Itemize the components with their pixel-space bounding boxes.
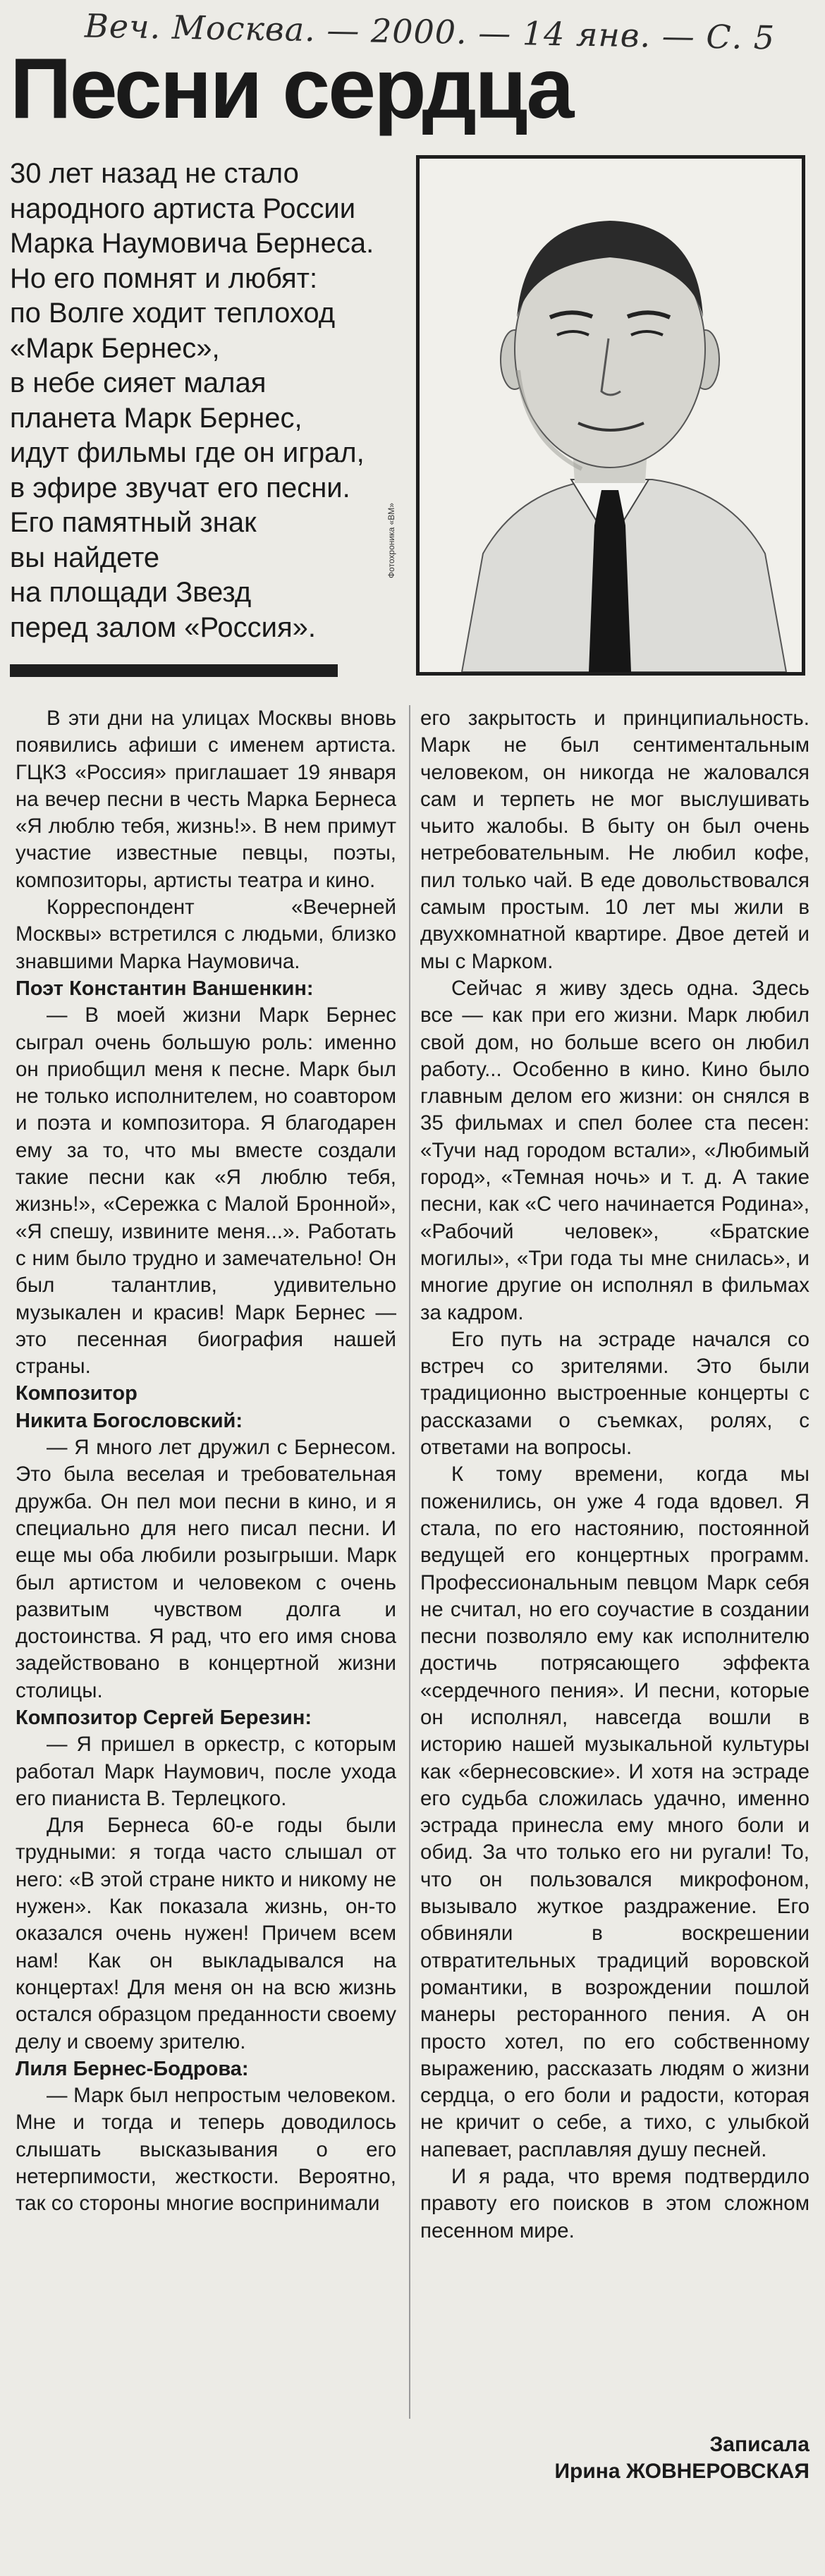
article-paragraph: К тому времени, когда мы поженились, он уже 4 года вдовел. Я стала, по его настоянию, постоянной ведущей его концертных программ. Профессиональным певцом Марк себя не считал, но его соучастие в создании песни позволяло ему как исполнителю достичь потрясающего эффекта «сердечного пения». И песни, которые он исполнял, навсегда вошли в историю нашей музыкальной культуры как «бернесовские». И хотя на эстраде его судьба сложилась удачно, именно эстрада принесла ему много боли и обид. За что только его ни ругали! То, что он пользовался микрофоном, вызывало жуткое раздражение. Его обвиняли в воскрешении отвратительных традиций воровской романтики, в возрождении пошлой манеры ресторанного пения. А он просто хотел, по его собственному выражению, рассказать людям о жизни сердца, о его боли и радости, которая не кричит о себе, а тихо, с улыбкой напевает, расплавляя душу песней. (420, 1463, 809, 2161)
lead-line: народного артиста России (10, 193, 356, 224)
lead-line: в эфире звучат его песни. (10, 472, 350, 503)
lead-line: на площади Звезд (10, 577, 252, 608)
article-paragraph: И я рада, что время подтвердило правоту его поисков в этом сложном песенном мире. (420, 2165, 809, 2242)
article-column-right (420, 705, 809, 2245)
article-paragraph: Сейчас я живу здесь одна. Здесь все — как при его жизни. Марк любил свой дом, но больше всего он любил работу... Особенно в кино. Кино было главным делом его жизни: он снялся в 35 фильмах и спел более ста песен: «Тучи над городом встали», «Любимый город», «Темная ночь» и т. д. А такие песни, как «С чего начинается Родина», «Рабочий человек», «Братские могилы», «Три года ты мне снилась», и многие другие он исполнял в фильмах за кадром. (420, 976, 809, 1324)
portrait-illustration (420, 159, 802, 672)
article-paragraph: В эти дни на улицах Москвы вновь появились афиши с именем артиста. ГЦКЗ «Россия» приглашает 19 января на вечер песни в честь Марка Бернеса «Я люблю тебя, жизнь!». В нем примут участие известные певцы, поэты, композиторы, артисты театра и кино. (16, 707, 396, 892)
speaker-subheading: Композитор Сергей Березин: (16, 1706, 312, 1729)
lead-line: Марка Наумовича Бернеса. (10, 228, 374, 259)
lead-line: в небе сияет малая (10, 367, 267, 398)
article-paragraph: Для Бернеса 60-е годы были трудными: я тогда часто слышал от него: «В этой стране никто и никому не нужен». Как показала жизнь, он-то оказался очень нужен! Причем всем нам! Как он выкладывался на концертах! Для меня он на всю жизнь остался образцом преданности своему делу и своему зрителю. (16, 1814, 396, 2053)
speaker-subheading: Композитор Никита Богословский: (16, 1382, 243, 1432)
article-paragraph: — В моей жизни Марк Бернес сыграл очень большую роль: именно он приобщил меня к песне. Марк был не только исполнителем, но соавтором и поэта и композитора. Я благодарен ему за то, что мы вместе создали такие песни как «Я люблю тебя, жизнь!», «Сережка с Малой Бронной», «Я спешу, извините меня...». Работать с ним было трудно и замечательно! Он был талантлив, удивительно музыкален и красив! Марк Бернес — это песенная биография нашей страны. (16, 1003, 396, 1379)
byline-author: Ирина ЖОВНЕРОВСКАЯ (554, 2460, 809, 2483)
portrait-photo (416, 155, 805, 676)
lead-line: перед залом «Россия». (10, 611, 316, 643)
lead-line: Но его помнят и любят: (10, 262, 318, 294)
column-divider (409, 705, 410, 2419)
article-paragraph: его закрытость и принципиальность. Марк не был сентиментальным человеком, он никогда не жаловался сам и терпеть не мог выслушивать чьито жалобы. В быту он был очень нетребовательным. Не любил кофе, пил только чай. В еде довольствовался самым простым. 10 лет мы жили в двухкомнатной квартире. Двое детей и мы с Марком. (420, 707, 809, 973)
lead-paragraph (10, 157, 405, 645)
speaker-subheading: Лиля Бернес-Бодрова: (16, 2057, 249, 2080)
article-paragraph: — Я пришел в оркестр, с которым работал Марк Наумович, после ухода его пианиста В. Терлецкого. (16, 1733, 396, 1810)
lead-line: по Волге ходит теплоход (10, 298, 336, 329)
byline-label: Записала (709, 2433, 809, 2456)
lead-line: вы найдете (10, 542, 160, 573)
lead-line: 30 лет назад не стало (10, 158, 299, 189)
lead-divider-rule (10, 664, 338, 677)
article-paragraph: — Марк был непростым человеком. Мне и тогда и теперь доводилось слышать высказывания о его нетерпимости, жесткости. Вероятно, так со стороны многие воспринимали (16, 2084, 396, 2216)
article-paragraph: Корреспондент «Вечерней Москвы» встретился с людьми, близко знавшими Марка Наумовича. (16, 896, 396, 973)
article-headline: Песни сердца (10, 40, 573, 136)
handwritten-source-note: Веч. Москва. — 2000. — 14 янв. — С. 5 (84, 6, 776, 57)
article-paragraph: Его путь на эстраде начался со встреч со зрителями. Это были традиционно выстроенные концерты с рассказами о съемках, ролях, с ответами на вопросы. (420, 1327, 809, 1460)
byline-signature (554, 2431, 809, 2485)
lead-line: идут фильмы где он играл, (10, 437, 365, 468)
article-column-left (16, 705, 396, 2218)
lead-line: Его памятный знак (10, 507, 257, 538)
article-paragraph: — Я много лет дружил с Бернесом. Это была веселая и требовательная дружба. Он пел мои песни в кино, и я специально для него писал песни. И еще мы оба любили розыгрыши. Марк был артистом и человеком с очень развитым чувством долга и достоинства. Я рад, что его имя снова задействовано в концертной жизни столицы. (16, 1436, 396, 1702)
speaker-subheading: Поэт Константин Ваншенкин: (16, 977, 314, 1000)
lead-line: планета Марк Бернес, (10, 402, 302, 434)
photo-credit: Фотохроника «ВМ» (386, 503, 396, 578)
lead-line: «Марк Бернес», (10, 332, 220, 364)
